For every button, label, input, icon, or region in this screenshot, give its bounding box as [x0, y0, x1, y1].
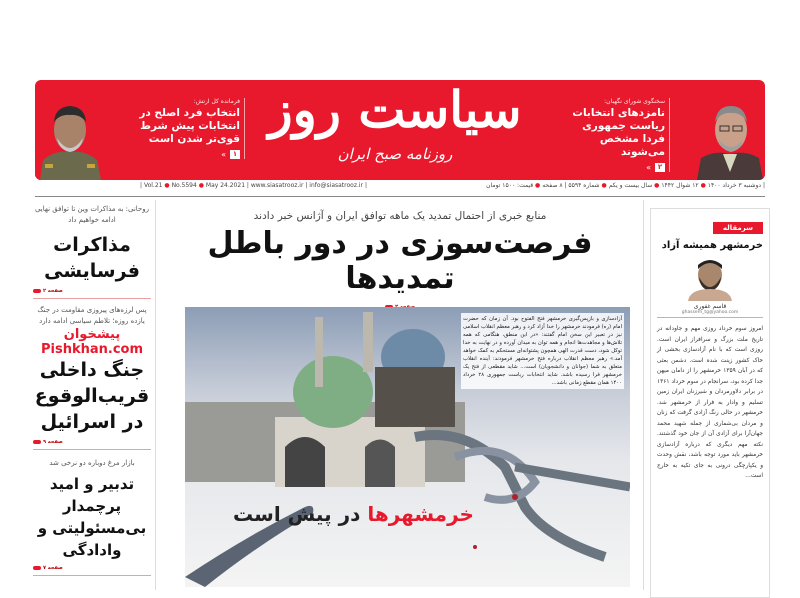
issue-info-latin: | Vol.21 ● No.5594 ● May 24.2021 | www.siasatrooz.ir | info@siasatrooz.ir | [140, 182, 367, 189]
page-number: ۲ [655, 163, 665, 172]
left-column [33, 200, 151, 582]
issue-number: No.5594 [171, 182, 197, 189]
issue-number-fa: شماره ۵۵۹۴ [568, 182, 600, 189]
page-ref: صفحه ۲ [33, 288, 151, 294]
page-ref: صفحه ۷ [33, 565, 151, 571]
divider [657, 317, 763, 318]
story-chicken-market[interactable] [33, 458, 151, 571]
issue-info-bar [140, 182, 765, 194]
column-divider [155, 200, 156, 590]
story-negotiations[interactable] [33, 204, 151, 294]
teaser-guardian-council[interactable] [560, 98, 670, 172]
caption-rest: در پیش است [233, 502, 368, 526]
masthead [35, 80, 765, 180]
teaser-title: نامزدهای انتخابات ریاست جمهوری فردا مشخص می‌شوند [572, 107, 665, 158]
chevron-double-icon: » [646, 163, 651, 172]
date-hijri: ۱۲ شوال ۱۴۴۲ [661, 182, 699, 189]
page-count: ۸ صفحه [542, 182, 563, 189]
price: قیمت: ۱۵۰۰ تومان [486, 182, 534, 189]
volume: Vol.21 [143, 182, 163, 189]
divider [33, 575, 151, 576]
story-title: مذاکرات فرسایشی [44, 234, 140, 282]
year-of-publication: سال بیست و یکم [608, 182, 653, 189]
main-story [160, 200, 640, 526]
website-link[interactable]: www.siasatrooz.ir [250, 182, 304, 189]
page-number: ۱ [230, 150, 240, 159]
editorial-tag: سرمقاله [713, 222, 763, 234]
issue-info-persian: | دوشنبه ۳ خرداد ۱۴۰۰ ● ۱۲ شوال ۱۴۴۲ ● سال بیست و یکم ● شماره ۵۵۹۴ | ۸ صفحه ● قیمت: ۱۵۰۰ تومان [486, 182, 765, 189]
khorramshahr-photo [185, 307, 630, 587]
main-headline[interactable]: فرصت‌سوزی در دور باطل تمدیدها [207, 226, 593, 296]
editorial-column [650, 208, 770, 598]
teaser-kicker: فرمانده کل ارتش: [193, 98, 240, 105]
teaser-kicker: سخنگوی شورای نگهبان: [604, 98, 665, 105]
date-persian: دوشنبه ۳ خرداد ۱۴۰۰ [707, 182, 762, 189]
editorial-body: امروز سوم خرداد روزی مهم و جاودانه در تاریخ ملت بزرگ و سرافراز ایران است. روزی است که با نام آزادسازی بخشی از خاک کشور زینت شده است. دشمن بعثی که در آبان ۱۳۵۹ خرمشهر را از دامان میهن جدا کرده بود، سرانجام در سوم خرداد ۱۳۶۱ در برابر دلاورمردان و شیرزنان ایران زمین تسلیم و وادار به فرار از خرمشهر شد. خرمشهر در حالی رنگ آزادی گرفت که زنان و مردان بی‌شماری از جمله شهید محمد جهان‌آرا برای آزادی آن از جان خود گذشتند. نکته مهم دیگری که درباره آزادسازی خرمشهر باید مورد توجه باشد، نقش وحدت و یکپارچگی درونی به جای تکیه به خارج است... [657, 326, 763, 479]
logo-subtitle: روزنامه صبح ایران [337, 145, 453, 163]
divider [33, 298, 151, 299]
photo-article-text: آزادسازی و بازپس‌گیری خرمشهر فتح الفتوح بود. آن زمان که حضرت امام (ره) فرمودند خرمشهر را خدا آزاد کرد و رهبر معظم انقلاب اسلامی نیز در تعبیر این سخن امام گفتند: «در این منطق، هنگامی که همه تلاش‌ها و مجاهدت‌ها انجام و همه توان به میدان آورده و در نهایت به خدا توکل شود، دست قدرت الهی همچون پشتوانه‌ای مستحکم به کمک خواهد آمد.» رهبر معظم انقلاب درباره فتح خرمشهر فرمودند: آینده انقلاب متعلق به شما (جوانان و دانشجویان) است... شاید مقطعی از فتح یک خرمشهر فرا رسیده باشد. شاید انتخابات ریاست جمهوری ۲۸ خرداد ۱۴۰۰ همان مقطع زمانی باشد... [461, 313, 624, 389]
email-link[interactable]: info@siasatrooz.ir [309, 182, 364, 189]
story-kicker: بازار مرغ دوباره دو نرخی شد [49, 459, 135, 467]
teaser-army[interactable] [135, 98, 245, 159]
chevron-double-icon: » [221, 150, 226, 159]
main-kicker: منابع خبری از احتمال تمدید یک ماهه توافق ایران و آژانس خبر دادند [253, 210, 547, 222]
author-email[interactable]: ghassem_tg@yahoo.com [681, 310, 739, 315]
divider [33, 449, 151, 450]
author-name: قاسم غفوری [693, 303, 727, 310]
newspaper-logo [265, 80, 525, 180]
editorial-title[interactable]: خرمشهر همیشه آزاد [661, 240, 763, 251]
story-kicker: روحانی: به مذاکرات وین تا توافق نهایی ادامه خواهیم داد [34, 205, 150, 224]
date-gregorian: May 24.2021 [205, 182, 246, 189]
caption-highlight: خرمشهرها [367, 502, 474, 526]
teaser-title: انتخاب فرد اصلح در انتخابات پیش شرط قوی‌تر شدن است [139, 107, 240, 145]
story-israel[interactable] [33, 305, 151, 445]
column-divider [643, 200, 644, 590]
story-kicker: پس لرزه‌های پیروزی مقاومت در جنگ یازده روزه؛ تلاطم سیاسی ادامه دارد [37, 306, 147, 325]
pishkhan-watermark: پیشخوان Pishkhan.com [40, 327, 144, 357]
army-commander-portrait [35, 92, 105, 180]
logo-title: سیاست روز [268, 80, 522, 139]
story-title: تدبیر و امید پرچمدار بی‌مسئولیتی و وادادگی [37, 475, 147, 559]
author-photo [680, 257, 740, 301]
spokesman-portrait [695, 92, 765, 180]
photo-caption [233, 502, 474, 526]
story-title: جنگ داخلی قریب‌الوقوع در اسرائیل [34, 359, 150, 433]
header-rule [35, 196, 765, 197]
page-ref: صفحه ۹ [33, 439, 151, 445]
